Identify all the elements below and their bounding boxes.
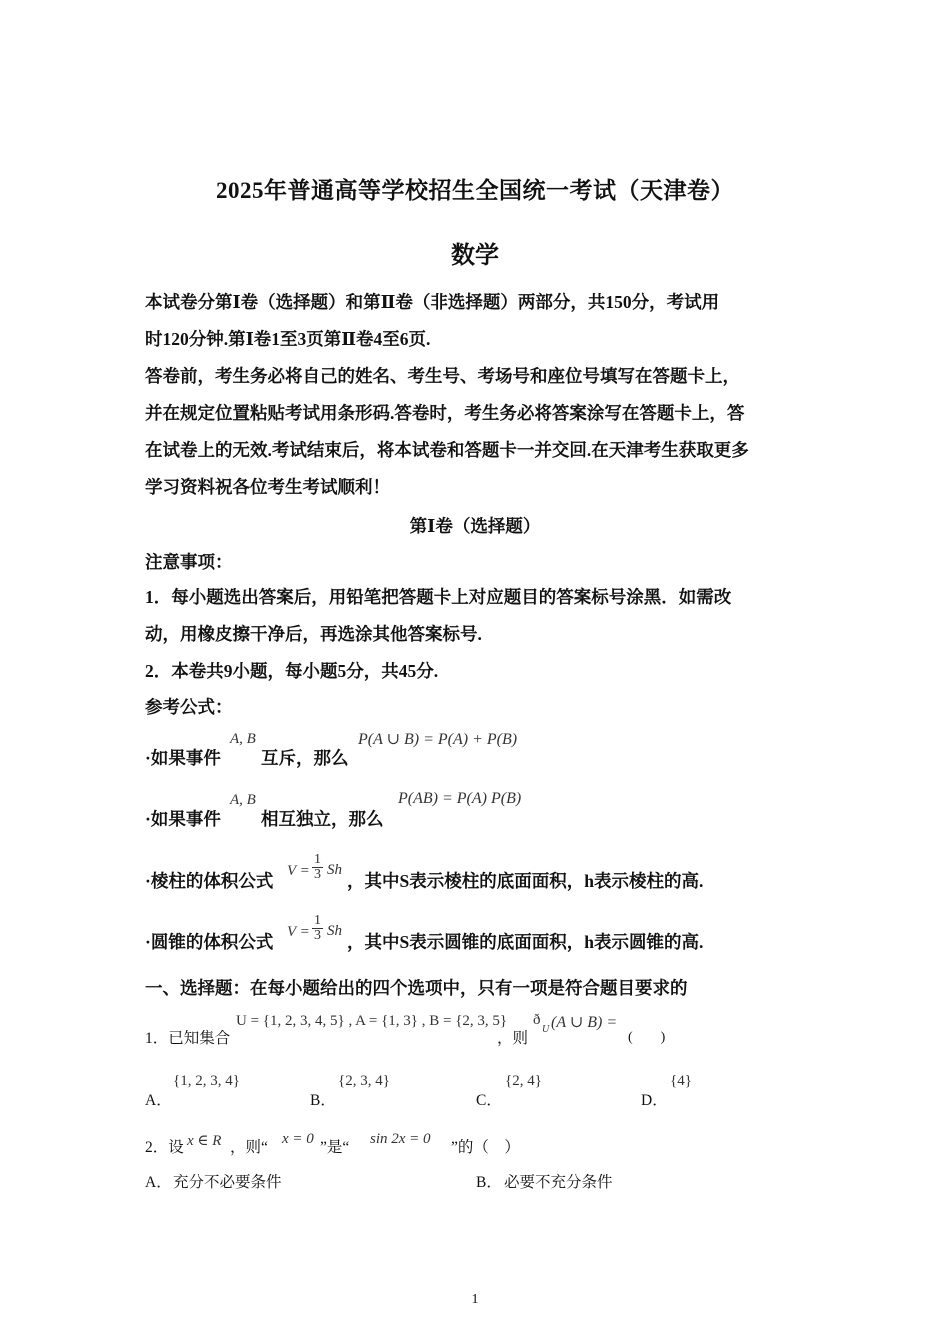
subject-title: 数学 xyxy=(451,243,499,269)
formula-3-rhs: Sh xyxy=(327,862,342,878)
fraction-denominator: 3 xyxy=(314,867,321,882)
q1-expression: (A ∪ B) = xyxy=(551,1014,618,1031)
formula-4-rhs: Sh xyxy=(327,923,342,939)
formula-1-middle: 互斥，那么 xyxy=(261,748,349,768)
note-1-line-2: 动，用橡皮擦干净后，再选涂其他答案标号. xyxy=(145,624,482,644)
intro-line-5: 在试卷上的无效.考试结束后，将本试卷和答题卡一并交回.在天津考生获取更多 xyxy=(145,440,749,460)
formula-2-events: A, B xyxy=(230,792,256,808)
q1-option-c-label: C． xyxy=(476,1092,502,1109)
formula-4-prefix: ·圆锥的体积公式 xyxy=(145,932,274,952)
exam-title: 2025年普通高等学校招生全国统一考试（天津卷） xyxy=(216,178,734,203)
formula-2-expression: P(AB) = P(A) P(B) xyxy=(398,790,522,807)
fraction-numerator: 1 xyxy=(314,913,321,928)
q1-option-d-label: D． xyxy=(641,1092,668,1109)
q1-option-b-value: {2, 3, 4} xyxy=(338,1073,390,1089)
intro-line-6: 学习资料祝各位考生考试顺利！ xyxy=(145,477,390,497)
fraction-numerator: 1 xyxy=(314,852,321,867)
q1-then: ，则 xyxy=(497,1030,529,1047)
q2-option-b-label: B． xyxy=(476,1174,502,1191)
q2-option-b-value: 必要不充分条件 xyxy=(504,1174,613,1191)
q2-text-1: ，则“ xyxy=(230,1139,268,1156)
formula-3-fraction xyxy=(312,853,323,882)
formula-2-middle: 相互独立，那么 xyxy=(261,809,384,829)
fraction-denominator: 3 xyxy=(314,928,321,943)
q1-sets: U = {1, 2, 3, 4, 5} , A = {1, 3} , B = {2, 3, 5} xyxy=(236,1013,508,1029)
section-title: 第Ⅰ卷（选择题） xyxy=(409,516,541,536)
q1-answer-paren: ( ) xyxy=(628,1030,666,1045)
formulas-heading: 参考公式： xyxy=(145,697,233,717)
q1-complement-symbol: ð xyxy=(533,1012,541,1028)
q2-statement-a: x = 0 xyxy=(282,1131,314,1147)
formula-3-prefix: ·棱柱的体积公式 xyxy=(145,871,274,891)
q1-option-a-label: A． xyxy=(145,1092,172,1109)
formula-2-prefix: ·如果事件 xyxy=(145,809,221,829)
formula-1-events: A, B xyxy=(230,731,256,747)
intro-line-1: 本试卷分第Ⅰ卷（选择题）和第Ⅱ卷（非选择题）两部分，共150分，考试用 xyxy=(145,292,720,312)
note-1-line-1: 1．每小题选出答案后，用铅笔把答题卡上对应题目的答案标号涂黑．如需改 xyxy=(145,587,732,607)
q1-complement-subscript: U xyxy=(542,1024,550,1035)
formula-1-prefix: ·如果事件 xyxy=(145,748,221,768)
q2-option-a-label: A． xyxy=(145,1174,172,1191)
q2-condition: x ∈ R xyxy=(187,1133,222,1149)
q1-prefix: 1．已知集合 xyxy=(145,1030,231,1047)
q1-option-d-value: {4} xyxy=(670,1073,692,1089)
intro-line-4: 并在规定位置粘贴考试用条形码.答卷时，考生务必将答案涂写在答题卡上，答 xyxy=(145,403,745,423)
q2-prefix: 2．设 xyxy=(145,1139,184,1156)
q2-text-2: ”是“ xyxy=(320,1139,350,1156)
notes-heading: 注意事项： xyxy=(145,552,233,572)
q2-option-a-value: 充分不必要条件 xyxy=(173,1174,282,1191)
q1-option-c-value: {2, 4} xyxy=(505,1073,542,1089)
q1-option-a-value: {1, 2, 3, 4} xyxy=(173,1073,240,1089)
note-2: 2．本卷共9小题，每小题5分，共45分. xyxy=(145,661,439,681)
formula-4-lhs: V = xyxy=(287,924,310,940)
formula-4-suffix: ，其中S表示圆锥的底面面积，h表示圆锥的高. xyxy=(347,932,704,952)
q2-text-3: ”的（ ） xyxy=(451,1139,520,1156)
q2-statement-b: sin 2x = 0 xyxy=(370,1131,431,1147)
formula-4-fraction xyxy=(312,914,323,943)
q1-option-b-label: B． xyxy=(310,1092,336,1109)
part-1-heading: 一、选择题：在每小题给出的四个选项中，只有一项是符合题目要求的 xyxy=(145,978,688,998)
intro-line-3: 答卷前，考生务必将自己的姓名、考生号、考场号和座位号填写在答题卡上， xyxy=(145,366,740,386)
formula-3-lhs: V = xyxy=(287,863,310,879)
formula-3-suffix: ，其中S表示棱柱的底面面积，h表示棱柱的高. xyxy=(347,871,704,891)
page-number: 1 xyxy=(471,1292,479,1307)
formula-1-expression: P(A ∪ B) = P(A) + P(B) xyxy=(358,731,518,748)
intro-line-2: 时120分钟.第Ⅰ卷1至3页第Ⅱ卷4至6页. xyxy=(145,329,431,349)
